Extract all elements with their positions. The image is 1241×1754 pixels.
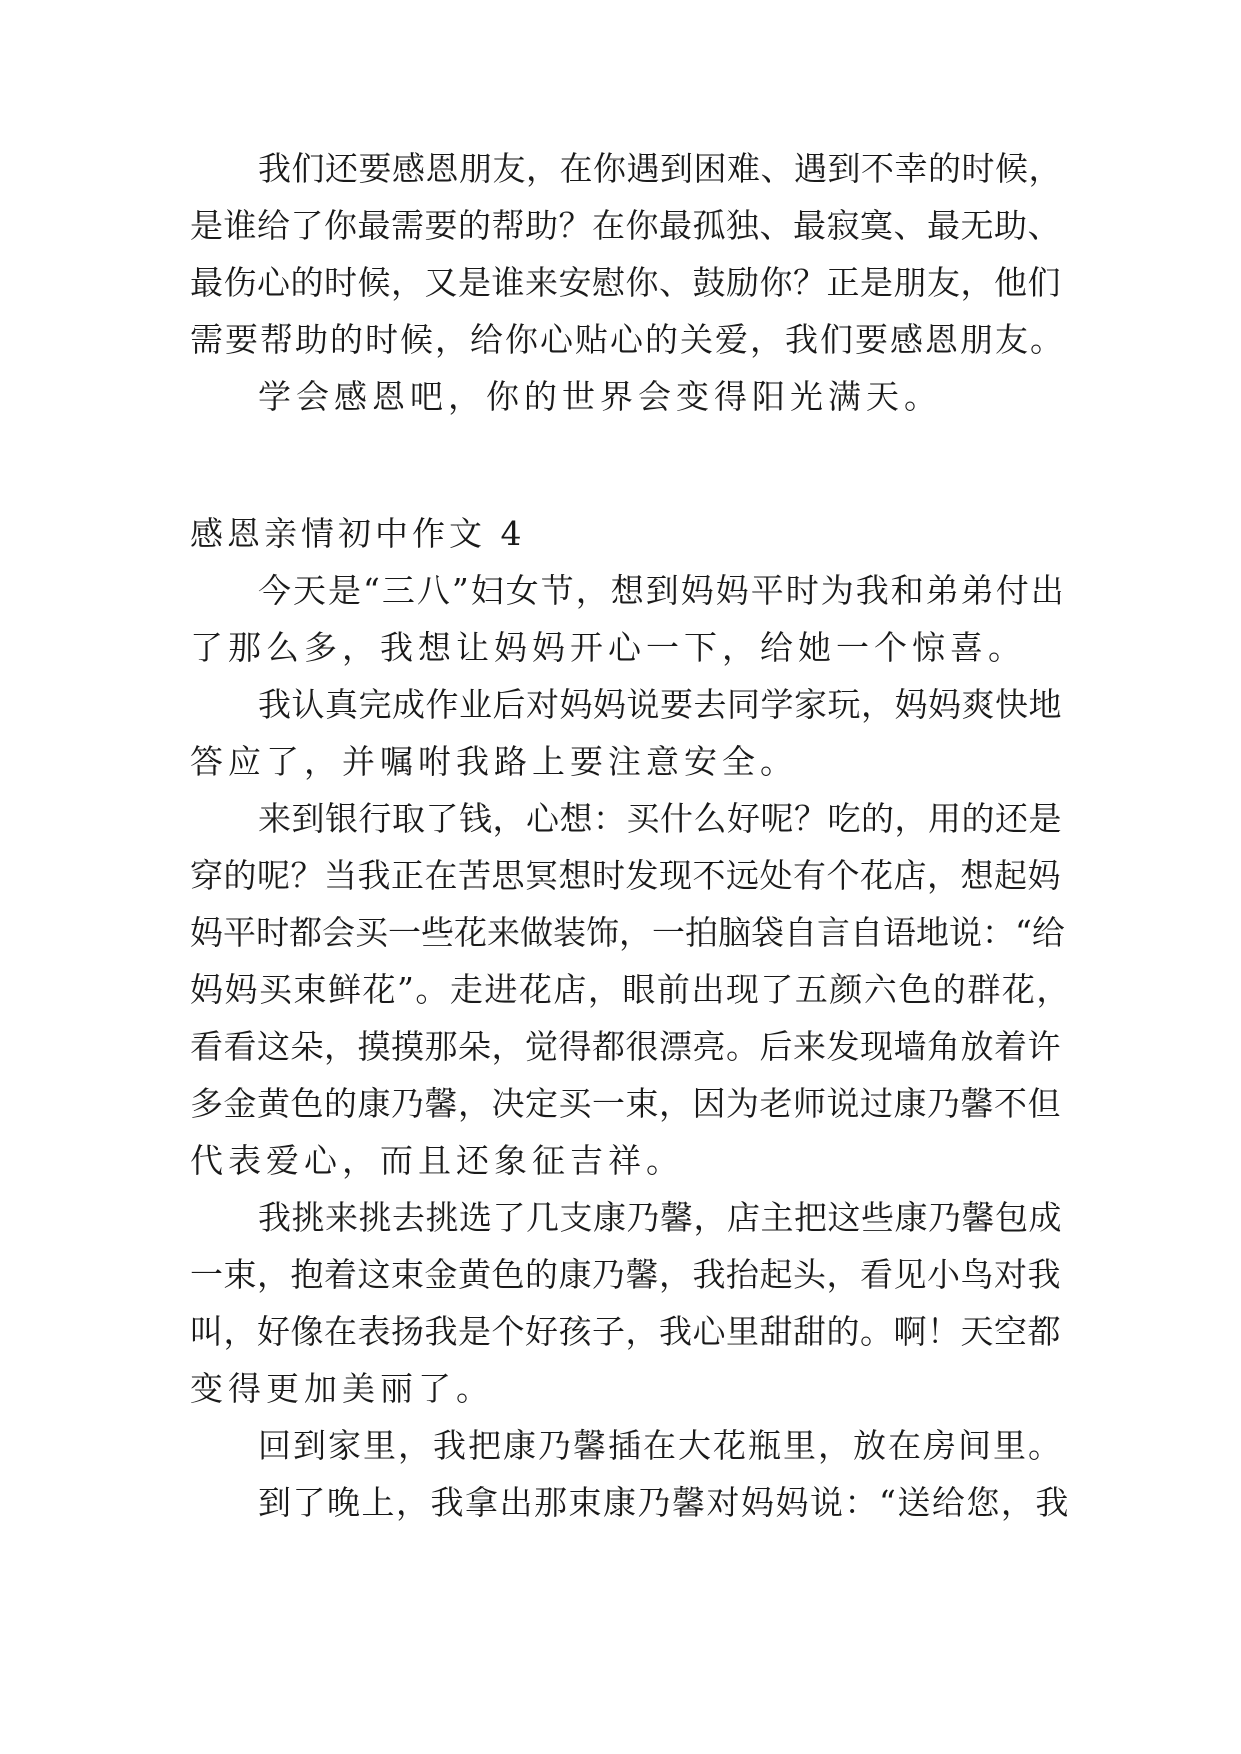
paragraph-line: 我认真完成作业后对妈妈说要去同学家玩，妈妈爽快地 bbox=[258, 685, 1062, 724]
section-heading: 感恩亲情初中作文 4 bbox=[190, 514, 526, 553]
paragraph-line: 回到家里，我把康乃馨插在大花瓶里，放在房间里。 bbox=[258, 1426, 1063, 1465]
paragraph-line: 我挑来挑去挑选了几支康乃馨，店主把这些康乃馨包成 bbox=[258, 1198, 1062, 1237]
paragraph-line: 代表爱心，而且还象征吉祥。 bbox=[190, 1141, 684, 1180]
paragraph-line: 最伤心的时候，又是谁来安慰你、鼓励你？正是朋友，他们 bbox=[190, 263, 1061, 302]
paragraph-line: 学会感恩吧，你的世界会变得阳光满天。 bbox=[258, 377, 942, 416]
paragraph-line: 穿的呢？当我正在苦思冥想时发现不远处有个花店，想起妈 bbox=[190, 856, 1061, 895]
paragraph-line: 答应了，并嘱咐我路上要注意安全。 bbox=[190, 742, 798, 781]
paragraph-line: 是谁给了你最需要的帮助？在你最孤独、最寂寞、最无助、 bbox=[190, 206, 1061, 245]
paragraph-line: 了那么多，我想让妈妈开心一下，给她一个惊喜。 bbox=[190, 628, 1026, 667]
paragraph-line: 需要帮助的时候，给你心贴心的关爱，我们要感恩朋友。 bbox=[190, 320, 1065, 359]
paragraph-line: 我们还要感恩朋友，在你遇到困难、遇到不幸的时候， bbox=[258, 149, 1062, 188]
paragraph-line: 叫，好像在表扬我是个好孩子，我心里甜甜的。啊！天空都 bbox=[190, 1312, 1061, 1351]
paragraph-line: 变得更加美丽了。 bbox=[190, 1369, 494, 1408]
paragraph-line: 今天是“三八”妇女节，想到妈妈平时为我和弟弟付出 bbox=[258, 571, 1066, 610]
paragraph-line: 一束，抱着这束金黄色的康乃馨，我抬起头，看见小鸟对我 bbox=[190, 1255, 1061, 1294]
paragraph-line: 来到银行取了钱，心想：买什么好呢？吃的，用的还是 bbox=[258, 799, 1062, 838]
paragraph-line: 多金黄色的康乃馨，决定买一束，因为老师说过康乃馨不但 bbox=[190, 1084, 1061, 1123]
paragraph-line: 到了晚上，我拿出那束康乃馨对妈妈说：“送给您，我 bbox=[258, 1483, 1070, 1522]
paragraph-line: 妈妈买束鲜花”。走进花店，眼前出现了五颜六色的群花， bbox=[190, 970, 1071, 1009]
paragraph-line: 看看这朵，摸摸那朵，觉得都很漂亮。后来发现墙角放着许 bbox=[190, 1027, 1061, 1066]
paragraph-line: 妈平时都会买一些花来做装饰，一拍脑袋自言自语地说：“给 bbox=[190, 913, 1065, 952]
